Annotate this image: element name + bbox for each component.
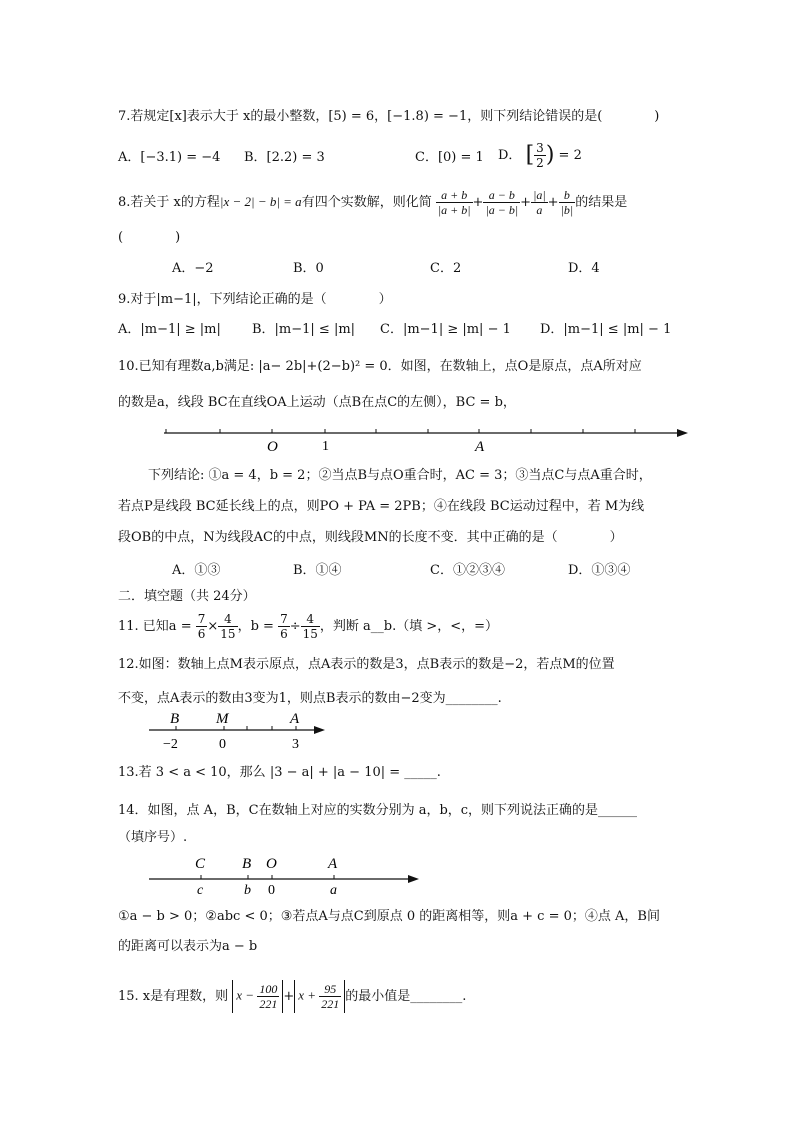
q14-point-o: O: [266, 856, 277, 872]
q12-point-b: B: [170, 711, 180, 727]
q14-line3: ①a − b > 0；②abc < 0；③若点A与点C到原点 0 的距离相等，则a + c = 0；④点 A，B间: [118, 909, 660, 924]
q14-number-line: [145, 852, 430, 897]
q14-point-a: A: [328, 856, 338, 872]
q15-frac2-num: 95: [319, 982, 341, 997]
q8-frac1-num: a + b: [436, 188, 473, 203]
q8-frac4-den: |b|: [560, 203, 574, 217]
q10-axis-o-label: O: [267, 439, 278, 455]
q14-value-c: c: [197, 883, 204, 897]
q13-stem: 13.若 3 < a < 10，那么 |3 − a| + |a − 10| = _____.: [118, 765, 441, 780]
q11-mid: ，b =: [237, 619, 274, 634]
q8-plus-3: +: [547, 195, 559, 210]
q15-term1: x −: [236, 987, 255, 1003]
q11-times: ×: [207, 619, 219, 634]
q12-value-m: 0: [219, 737, 226, 752]
q8-frac2-den: |a − b|: [485, 203, 519, 217]
q11-frac4-den: 15: [302, 627, 318, 641]
q12-value-a: 3: [292, 737, 299, 752]
q11-frac2-den: 15: [220, 627, 236, 641]
q7-d-denominator: 2: [536, 156, 544, 170]
q11-pre: 11. 已知a =: [118, 619, 192, 634]
q8-option-b: B．0: [293, 261, 324, 276]
q11-stem: [118, 612, 498, 641]
q15-frac1-den: 221: [259, 997, 278, 1011]
q8-frac3-num: |a|: [533, 188, 546, 202]
q14-line1: 14．如图，点 A，B，C在数轴上对应的实数分别为 a，b，c，则下列说法正确的是______: [118, 803, 638, 818]
q14-value-o: 0: [268, 883, 275, 897]
q8-plus-2: +: [520, 195, 532, 210]
q12-value-b: −2: [163, 737, 178, 752]
q8-frac4-num: b: [559, 188, 576, 203]
q11-post: ，判断 a__b.（填 >，<，=）: [319, 619, 499, 634]
q15-post: 的最小值是________.: [345, 989, 467, 1004]
q12-line1: 12.如图：数轴上点M表示原点，点A表示的数是3，点B表示的数是−2，若点M的位置: [118, 657, 615, 672]
q11-frac4-num: 4: [301, 612, 320, 627]
q12-number-line: [145, 708, 335, 753]
q9-option-b: B．|m−1| ≤ |m|: [252, 322, 356, 337]
q15-frac1-num: 100: [259, 982, 278, 996]
q8-answer-paren: ( ): [118, 230, 181, 245]
q12-point-m: M: [216, 711, 229, 727]
q7-d-rest: = 2: [558, 148, 582, 163]
q10-line2: 的数是a，线段 BC在直线OA上运动（点B在点C的左侧），BC = b，: [118, 395, 516, 410]
q14-value-b: b: [244, 883, 251, 897]
q11-frac1-den: 6: [197, 627, 206, 641]
q8-frac2-num: a − b: [483, 188, 520, 203]
q15-term2: x +: [298, 987, 317, 1003]
q14-line2: （填序号）.: [118, 830, 188, 845]
q8-stem-c: 的结果是: [575, 195, 628, 210]
q8-stem-b: 有四个实数解，则化简: [301, 195, 432, 210]
q11-frac2-num: 4: [218, 612, 237, 627]
q9-option-c: C．|m−1| ≥ |m| − 1: [380, 322, 511, 337]
q14-line4: 的距离可以表示为a − b: [118, 939, 258, 954]
q7-option-c: C．[0) = 1: [415, 150, 484, 165]
q10-axis-a-label: A: [475, 439, 485, 455]
q7-option-a: A．[−3.1) = −4: [118, 150, 221, 165]
q9-option-a: A．|m−1| ≥ |m|: [118, 322, 221, 337]
q10-line4: 若点P是线段 BC延长线上的点，则PO + PA = 2PB；④在线段 BC运动过程中，若 M为线: [118, 499, 645, 514]
q11-frac1-num: 7: [197, 612, 206, 626]
q10-axis-one-label: 1: [322, 439, 329, 454]
q7-option-b: B．[2.2) = 3: [244, 150, 325, 165]
q14-value-a: a: [330, 883, 337, 897]
q10-option-b: B．①④: [293, 563, 342, 578]
q10-line3: 下列结论: ①a = 4，b = 2；②当点B与点O重合时，AC = 3；③当点C与点A重合时，: [148, 468, 652, 483]
q10-line1: 10.已知有理数a,b满足: |a− 2b|+(2−b)² = 0．如图，在数轴上，点O是原点，点A所对应: [118, 359, 642, 374]
q10-option-a: A．①③: [172, 563, 221, 578]
q8-option-d: D．4: [568, 261, 600, 276]
q15-stem: [118, 980, 466, 1013]
q10-option-d: D．①③④: [568, 563, 631, 578]
q10-number-line: [150, 418, 695, 460]
q14-point-c: C: [195, 856, 206, 872]
q12-line2: 不变，点A表示的数由3变为1，则点B表示的数由−2变为________.: [118, 691, 502, 706]
q7-stem: 7.若规定[x]表示大于 x的最小整数，[5) = 6，[−1.8) = −1，则下列结论错误的是( ): [118, 109, 660, 124]
q12-point-a: A: [290, 711, 300, 727]
q8-stem: [118, 188, 627, 217]
q8-option-c: C．2: [430, 261, 462, 276]
q7-option-d: D． [ $\frac{3}{2}$ ) = 2: [498, 141, 582, 170]
q11-frac3-num: 7: [280, 612, 288, 626]
q8-plus-1: +: [472, 195, 484, 210]
q7-option-d-label: D．: [498, 148, 522, 163]
q15-plus: +: [283, 989, 295, 1004]
q11-divide: ÷: [289, 619, 301, 634]
q10-line5: 段OB的中点，N为线段AC的中点，则线段MN的长度不变．其中正确的是（ ）: [118, 530, 623, 545]
q14-point-b: B: [242, 856, 252, 872]
q15-frac2-den: 221: [321, 997, 340, 1011]
section-heading: 二．填空题（共 24分）: [118, 589, 256, 604]
q7-d-numerator: 3: [536, 141, 544, 155]
q8-option-a: A．−2: [172, 261, 214, 276]
q15-pre: 15. x是有理数，则: [118, 989, 229, 1004]
q8-frac3-den: a: [536, 203, 543, 217]
q8-equation: |x − 2| − b| = a: [219, 194, 302, 209]
q9-option-d: D．|m−1| ≤ |m| − 1: [540, 322, 672, 337]
q9-stem: 9.对于|m−1|，下列结论正确的是（ ）: [118, 292, 392, 307]
q8-frac1-den: |a + b|: [437, 203, 471, 217]
q10-option-c: C．①②③④: [430, 563, 505, 578]
q11-frac3-den: 6: [280, 627, 288, 641]
q8-stem-a: 8.若关于 x的方程: [118, 195, 220, 210]
